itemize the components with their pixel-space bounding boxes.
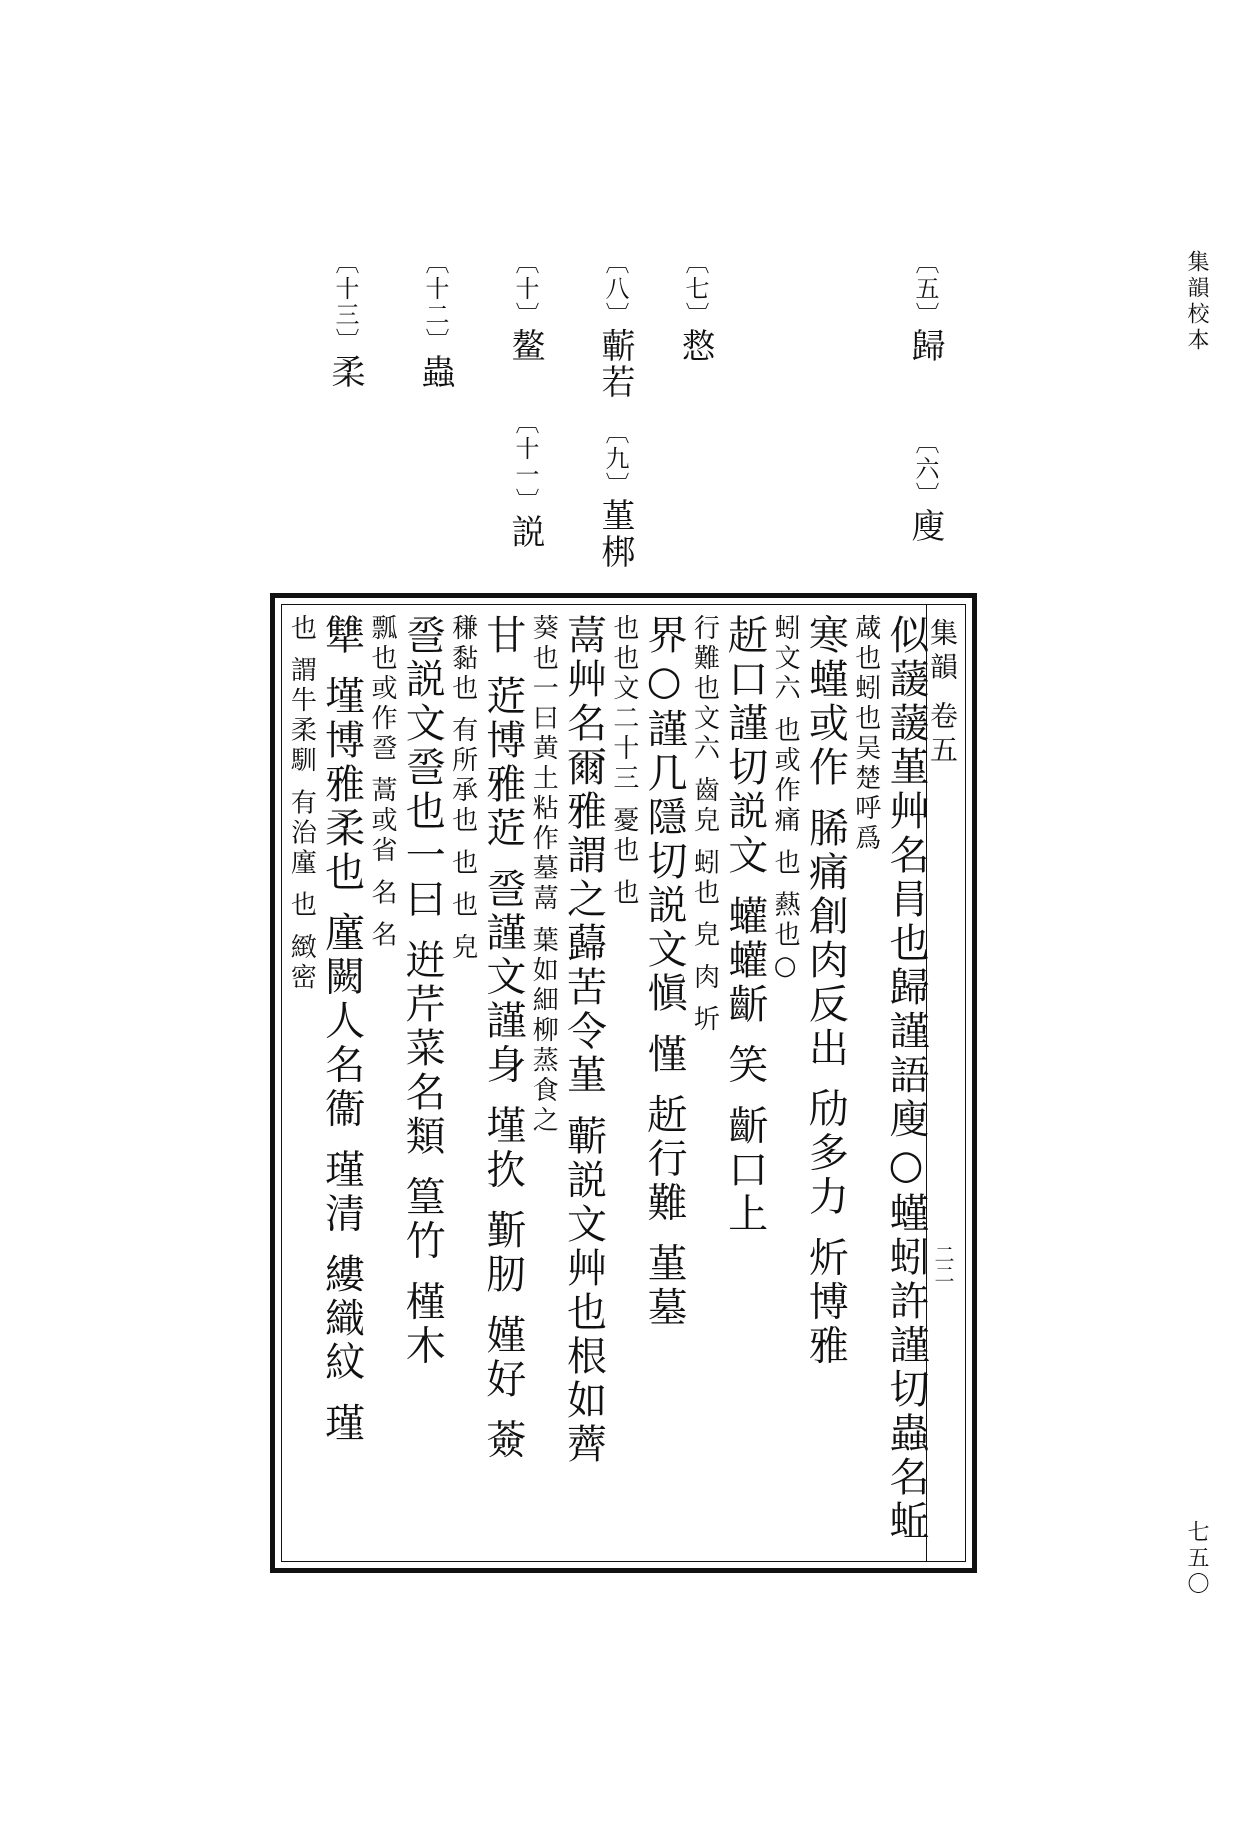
banxin-folio: 二二 <box>931 1244 955 1284</box>
note-text: 歸 <box>905 328 945 364</box>
text-column: 行難也文六 齒皃 蚓也 皃 肉 圻 <box>689 614 720 1036</box>
note-text: 堇梆 <box>595 498 635 570</box>
text-column: 稴黏也 有所承也 也 也 皃 <box>447 614 478 964</box>
text-column: 也也文二十三 憂也 也 <box>608 614 639 909</box>
note-tag: 〔十〕 <box>511 250 539 328</box>
note-tag: 〔五〕 <box>911 250 939 328</box>
text-column: 瓢也或作巹 蒿或省 名 名 <box>366 614 397 951</box>
note-tag: 〔十三〕 <box>331 250 359 354</box>
collation-note <box>901 250 950 364</box>
note-tag: 〔八〕 <box>601 250 629 328</box>
note-tag: 〔十一〕 <box>511 410 539 514</box>
collation-note <box>501 410 550 550</box>
text-column: 蒚艸名爾雅謂之蘬苦令堇 蘄説文艸也根如薺 <box>560 614 607 1467</box>
woodblock-frame <box>270 593 977 1573</box>
note-tag: 〔九〕 <box>601 420 629 498</box>
banxin-strip <box>926 604 966 1562</box>
text-column: 巹説文巹也一曰 逬芹菜名類 篁竹 槿木 <box>399 614 446 1369</box>
text-column: 赾口謹切説文 蠸蠸齗 笑 齗口上 <box>721 614 768 1237</box>
text-column: 似蘐蘐堇艸名肙也歸謹語廋○螼蚓許謹切蟲名蚯 <box>883 614 929 1544</box>
running-head: 集韻校本 <box>1184 250 1209 354</box>
text-column: 蒧也蚓也吴楚呼爲 <box>850 614 881 854</box>
text-column: 也 謂牛柔馴 有治廑 也 緻密 <box>286 614 317 994</box>
note-text: 蟲 <box>415 354 455 390</box>
collation-note <box>411 250 460 390</box>
note-text: 慦 <box>675 328 715 364</box>
collation-note <box>901 430 950 544</box>
note-tag: 〔七〕 <box>681 250 709 328</box>
text-column: 葵也一曰黄土粘作墓蒚 葉如細柳蒸食之 <box>528 614 559 1137</box>
collation-note <box>671 250 720 364</box>
note-text: 廋 <box>905 508 945 544</box>
text-column: 寒螼或作 脪痛創肉反出 劤多力 炘博雅 <box>802 614 849 1369</box>
note-text: 鳌 <box>505 328 545 364</box>
note-tag: 〔六〕 <box>911 430 939 508</box>
note-text: 説 <box>505 514 545 550</box>
text-column: 犨 墐博雅柔也 廑闕人名衞 瑾清 縷織紋 瑾 <box>318 614 365 1446</box>
note-tag: 〔十二〕 <box>421 250 449 354</box>
text-column: 甘 菦博雅菦 巹謹文謹身 墐扻 斳肕 嫤好 薟 <box>479 614 526 1463</box>
banxin-title: 集韻 卷五 <box>926 618 959 769</box>
note-text: 柔 <box>325 354 365 390</box>
collation-note <box>501 250 550 364</box>
collation-note <box>591 250 640 400</box>
text-column: 界○謹几隱切説文愼 慬 赾行難 堇墓 <box>641 614 688 1331</box>
collation-note <box>591 420 640 570</box>
collation-note <box>321 250 370 390</box>
page-number: 七五〇 <box>1184 1520 1209 1598</box>
text-column: 蚓文六 也或作痛 也 爇也○ <box>770 614 801 985</box>
note-text: 蘄若 <box>595 328 635 400</box>
